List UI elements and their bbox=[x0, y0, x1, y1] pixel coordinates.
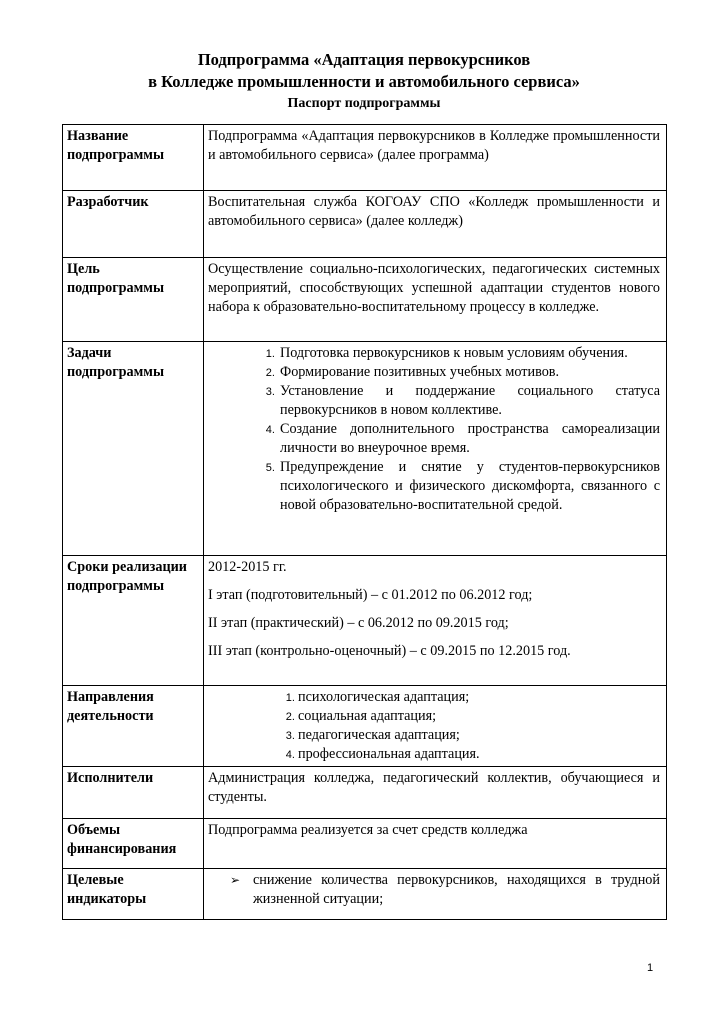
list-item bbox=[230, 871, 660, 909]
terms-line: III этап (контрольно-оценочный) – с 09.2015 по 12.2015 год. bbox=[208, 643, 571, 659]
document-title-line-1: Подпрограмма «Адаптация первокурсников bbox=[197, 50, 531, 69]
row-value: Воспитательная служба КОГОАУ СПО «Колледж промышленности и автомобильного сервиса» (далее колледж) bbox=[204, 191, 667, 258]
row-value: Осуществление социально-психологических, педагогических системных мероприятий, способствующих успешной адаптации студентов нового набора к образовательно-воспитательному процессу в колледже. bbox=[204, 258, 667, 342]
row-program-name bbox=[63, 125, 667, 191]
indicator-text: снижение количества первокурсников, находящихся в трудной жизненной ситуации; bbox=[253, 872, 660, 907]
row-value bbox=[204, 556, 667, 686]
row-label: Сроки реализации подпрограммы bbox=[63, 556, 204, 686]
row-label: Цель подпрограммы bbox=[63, 258, 204, 342]
row-developer bbox=[63, 191, 667, 258]
row-label: Объемы финансирования bbox=[63, 819, 204, 869]
row-label: Название подпрограммы bbox=[63, 125, 204, 191]
row-directions bbox=[63, 686, 667, 767]
row-value: Подпрограмма реализуется за счет средств колледжа bbox=[204, 819, 667, 869]
list-item: 4. Создание дополнительного пространства самореализации личности во внеурочное время. bbox=[278, 420, 660, 458]
row-goal bbox=[63, 258, 667, 342]
list-item: 2. Формирование позитивных учебных мотивов. bbox=[278, 363, 660, 382]
row-value bbox=[204, 342, 667, 556]
row-label: Целевые индикаторы bbox=[63, 869, 204, 920]
document-title-line-2: в Колледже промышленности и автомобильного сервиса» bbox=[148, 72, 580, 91]
row-label: Направления деятельности bbox=[63, 686, 204, 767]
row-label: Задачи подпрограммы bbox=[63, 342, 204, 556]
list-item: 1. Подготовка первокурсников к новым условиям обучения. bbox=[278, 344, 660, 363]
document-subtitle: Паспорт подпрограммы bbox=[287, 96, 441, 111]
arrow-bullet-icon: ➢ bbox=[230, 873, 241, 887]
row-label: Исполнители bbox=[63, 767, 204, 819]
list-item: 4. профессиональная адаптация. bbox=[298, 745, 660, 764]
list-item: 5. Предупреждение и снятие у студентов-первокурсников психологического и физического дискомфорта, связанного с новой образовательно-воспитательной средой. bbox=[278, 458, 660, 515]
terms-line: I этап (подготовительный) – с 01.2012 по 06.2012 год; bbox=[208, 587, 533, 603]
page-number: 1 bbox=[647, 962, 654, 974]
row-value bbox=[204, 686, 667, 767]
terms-line: 2012-2015 гг. bbox=[208, 559, 287, 575]
row-value: Подпрограмма «Адаптация первокурсников в Колледже промышленности и автомобильного сервиса» (далее программа) bbox=[204, 125, 667, 191]
row-label: Разработчик bbox=[63, 191, 204, 258]
row-value bbox=[204, 869, 667, 920]
passport-table bbox=[62, 124, 667, 920]
terms-line: II этап (практический) – с 06.2012 по 09.2015 год; bbox=[208, 615, 509, 631]
row-value: Администрация колледжа, педагогический коллектив, обучающиеся и студенты. bbox=[204, 767, 667, 819]
directions-list bbox=[208, 688, 660, 764]
list-item: 3. педагогическая адаптация; bbox=[298, 726, 660, 745]
row-executors bbox=[63, 767, 667, 819]
list-item: 2. социальная адаптация; bbox=[298, 707, 660, 726]
row-indicators bbox=[63, 869, 667, 920]
indicators-list bbox=[208, 871, 660, 909]
list-item: 3. Установление и поддержание социального статуса первокурсников в новом коллективе. bbox=[278, 382, 660, 420]
list-item: 1. психологическая адаптация; bbox=[298, 688, 660, 707]
tasks-list bbox=[208, 344, 660, 515]
row-funding bbox=[63, 819, 667, 869]
row-tasks bbox=[63, 342, 667, 556]
row-terms bbox=[63, 556, 667, 686]
